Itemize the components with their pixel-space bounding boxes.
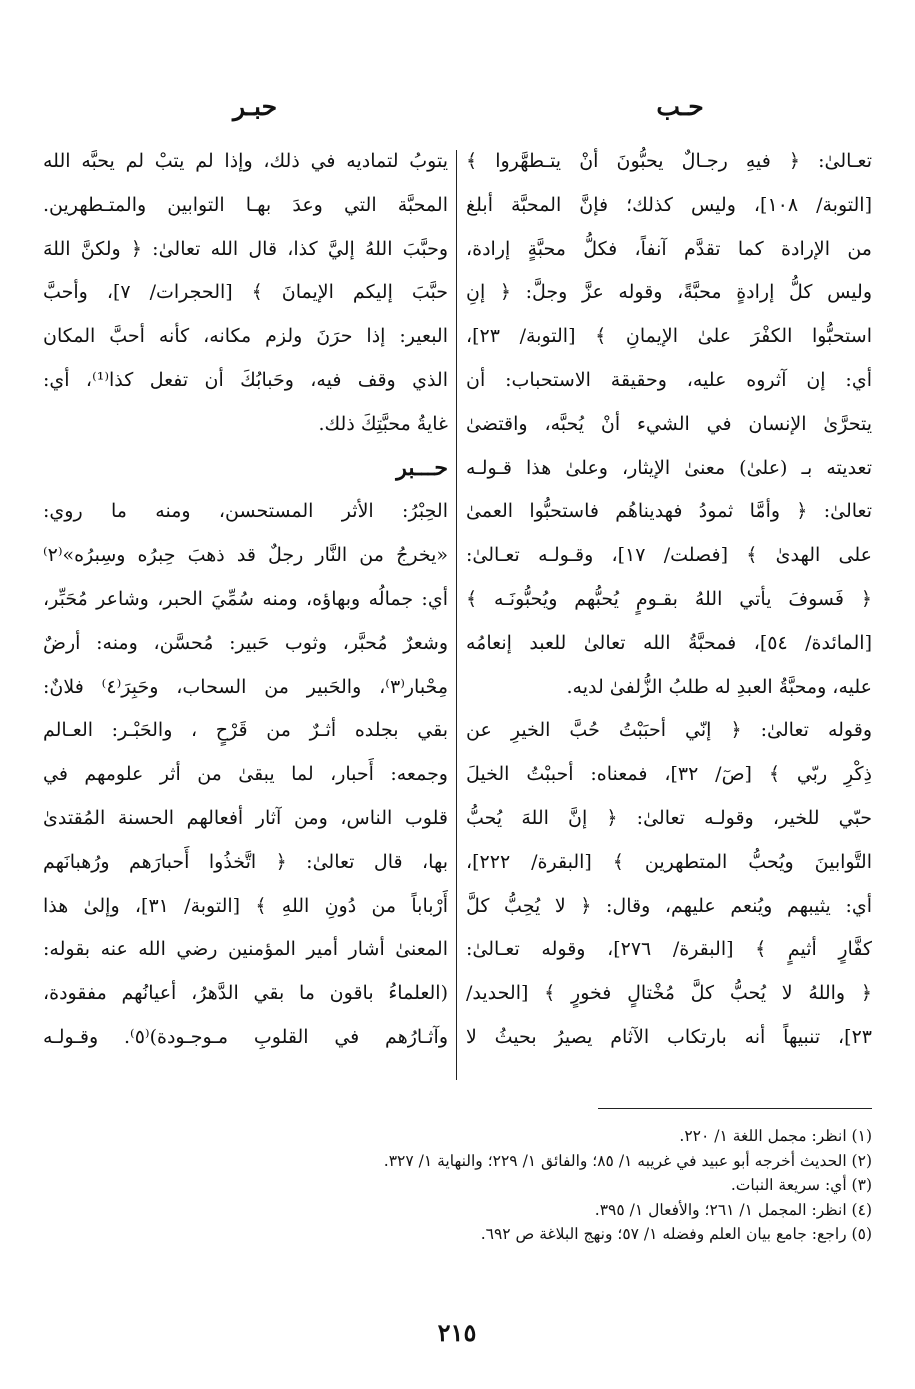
text-line: [التوبة/ ١٠٨]، وليس كذلك؛ فإنَّ المحبَّة أبلغ <box>466 193 872 216</box>
text-line: قلوب الناس، ومن آثار أفعالهم الحسنة المُقتدىٰ <box>43 806 448 829</box>
text-line: عليه، ومحبَّةُ العبدِ له طلبُ الزُّلفىٰ لديه. <box>566 675 872 698</box>
right-column-header: حـب <box>656 92 704 121</box>
page-number: ٢١٥ <box>437 1318 477 1347</box>
text-line: بقي بجلده أثـرٌ من قَرْحٍ ، والحَبْـر: العـالم <box>43 719 448 742</box>
left-column-header: حبـر <box>232 92 278 121</box>
text-line: وجمعه: أَحبار، لما يبقىٰ من أثر علومهم في <box>43 763 448 786</box>
text-line: ٢٣]، تنبيهاً أنه بارتكاب الآثام يصيرُ بحيثُ لا <box>466 1025 872 1048</box>
text-line: غايةُ محبَّتِكَ ذلك. <box>318 412 448 435</box>
text-line: وحبَّبَ اللهُ إليَّ كذا، قال الله تعالىٰ: ﴿ ولكنَّ اللهَ <box>43 237 448 260</box>
text-line: حبَّبَ إليكم الإيمانَ ﴾ [الحجرات/ ٧]، وأحبَّ <box>43 281 448 304</box>
text-line: المحبَّة التي وعدَ بهـا التوابين والمتـطهرين. <box>43 193 448 216</box>
text-line: وليس كلُّ إرادةٍ محبَّةً، وقوله عزَّ وجلَّ: ﴿ إنِ <box>466 281 872 304</box>
text-line: من الإرادة كما تقدَّم آنفاً، فكلُّ محبَّةٍ إرادة، <box>466 237 872 260</box>
footnote: (٤) انظر: المجمل ١/ ٢٦١؛ والأفعال ١/ ٣٩٥. <box>594 1200 872 1219</box>
text-line: حبّي للخير، وقولـه تعالىٰ: ﴿ إنَّ اللهَ يُحبُّ <box>466 806 872 829</box>
text-line: البعير: إذا حرَنَ ولزم مكانه، كأنه أحبَّ المكان <box>43 325 448 348</box>
text-line: ﴿ واللهُ لا يُحبُّ كلَّ مُخْتالٍ فخورٍ ﴾ [الحديد/ <box>466 982 872 1005</box>
text-line: يتوبُ لتماديه في ذلك، وإذا لم يتبْ لم يحبَّه الله <box>43 150 448 172</box>
text-line: وآثـارُهم في القلوبِ مـوجـودة)⁽٥⁾. وقـولـه <box>43 1025 448 1048</box>
text-line: أَرْباباً من دُونِ اللهِ ﴾ [التوبة/ ٣١]، وإلىٰ هذا <box>43 894 448 917</box>
text-line: تعـالىٰ: ﴿ فيهِ رجـالٌ يحبُّونَ أنْ يتـطهَّروا ﴾ <box>466 150 872 172</box>
text-line: [المائدة/ ٥٤]، فمحبَّةُ الله تعالىٰ للعبد إنعامُه <box>466 631 872 654</box>
text-line: الحِبْرُ: الأثر المستحسن، ومنه ما روي: <box>43 500 448 523</box>
text-line: تعالىٰ: ﴿ وأمَّا ثمودُ فهديناهُم فاستحبُّوا العمىٰ <box>466 500 872 523</box>
text-line: المعنىٰ أشار أمير المؤمنين رضي الله عنه بقوله: <box>43 938 448 961</box>
text-line: الذي وقف فيه، وحَبابُكَ أن تفعل كذا⁽¹⁾، أي: <box>43 368 448 391</box>
footnote-separator <box>598 1108 872 1109</box>
footnote: (٢) الحديث أخرجه أبو عبيد في غريبه ١/ ٨٥؛ والفائق ١/ ٢٢٩؛ والنهاية ١/ ٣٢٧. <box>383 1151 872 1170</box>
text-line: وشعرٌ مُحبَّر، وثوب حَبير: مُحسَّن، ومنه: أرضٌ <box>43 631 448 654</box>
footnote: (٥) راجع: جامع بيان العلم وفضله ١/ ٥٧؛ ونهج البلاغة ص ٦٩٢. <box>480 1225 872 1243</box>
text-line: استحبُّوا الكفْرَ علىٰ الإيمانِ ﴾ [التوبة/ ٢٣]، <box>466 325 872 348</box>
text-line: كفَّارٍ أثيمٍ ﴾ [البقرة/ ٢٧٦]، وقوله تعـالىٰ: <box>466 938 872 961</box>
footnote: (١) انظر: مجمل اللغة ١/ ٢٢٠. <box>679 1127 872 1145</box>
text-line: التَّوابينَ ويُحبُّ المتطهرين ﴾ [البقرة/ ٢٢٢]، <box>466 850 872 873</box>
text-line: تعديته بـ (علىٰ) معنىٰ الإيثار، وعلىٰ هذا قـولـه <box>466 456 872 479</box>
column-divider <box>456 150 457 1080</box>
entry-heading: حـــبر <box>396 454 448 481</box>
text-line: أي: إن آثروه عليه، وحقيقة الاستحباب: أن <box>466 368 872 391</box>
text-line: ذِكْرِ ربّي ﴾ [صٓ/ ٣٢]، فمعناه: أحببْتُ الخيلَ <box>466 763 872 786</box>
right-column <box>466 140 872 1060</box>
text-line: بها، قال تعالىٰ: ﴿ اتَّخذُوا أَحبارَهم ورُهبانَهم <box>43 850 448 873</box>
text-line: يتحرَّىٰ الإنسان في الشيء أنْ يُحبَّه، واقتضىٰ <box>466 412 872 435</box>
footnote: (٣) أي: سريعة النبات. <box>730 1176 872 1194</box>
text-line: أي: جمالُه وبهاؤه، ومنه سُمِّيَ الحبر، وشاعر مُحَبِّر، <box>43 587 448 610</box>
footnotes <box>43 1124 872 1247</box>
text-line: وقوله تعالىٰ: ﴿ إنّي أحبَبْتُ حُبَّ الخيرِ عن <box>466 719 872 742</box>
text-line: أي: يثيبهم ويُنعم عليهم، وقال: ﴿ لا يُحِبُّ كلَّ <box>466 894 872 917</box>
text-line: مِحْبار⁽٣⁾، والحَبير من السحاب، وحَبِرَ⁽٤⁾ فلانٌ: <box>43 675 448 698</box>
text-line: ﴿ فَسوفَ يأتي اللهُ بقـومٍ يُحبُّهم ويُحبُّونَـه ﴾ <box>466 587 872 610</box>
text-line: على الهدىٰ ﴾ [فصلت/ ١٧]، وقـولـه تعـالىٰ: <box>466 544 872 567</box>
left-column <box>43 140 448 1060</box>
text-line: (العلماءُ باقون ما بقي الدَّهرُ، أعيانُهم مفقودة، <box>43 982 448 1005</box>
text-line: «يخرجُ من النَّار رجلٌ قد ذهبَ حِبرُه وسِبرُه»⁽٢⁾ <box>43 544 448 567</box>
